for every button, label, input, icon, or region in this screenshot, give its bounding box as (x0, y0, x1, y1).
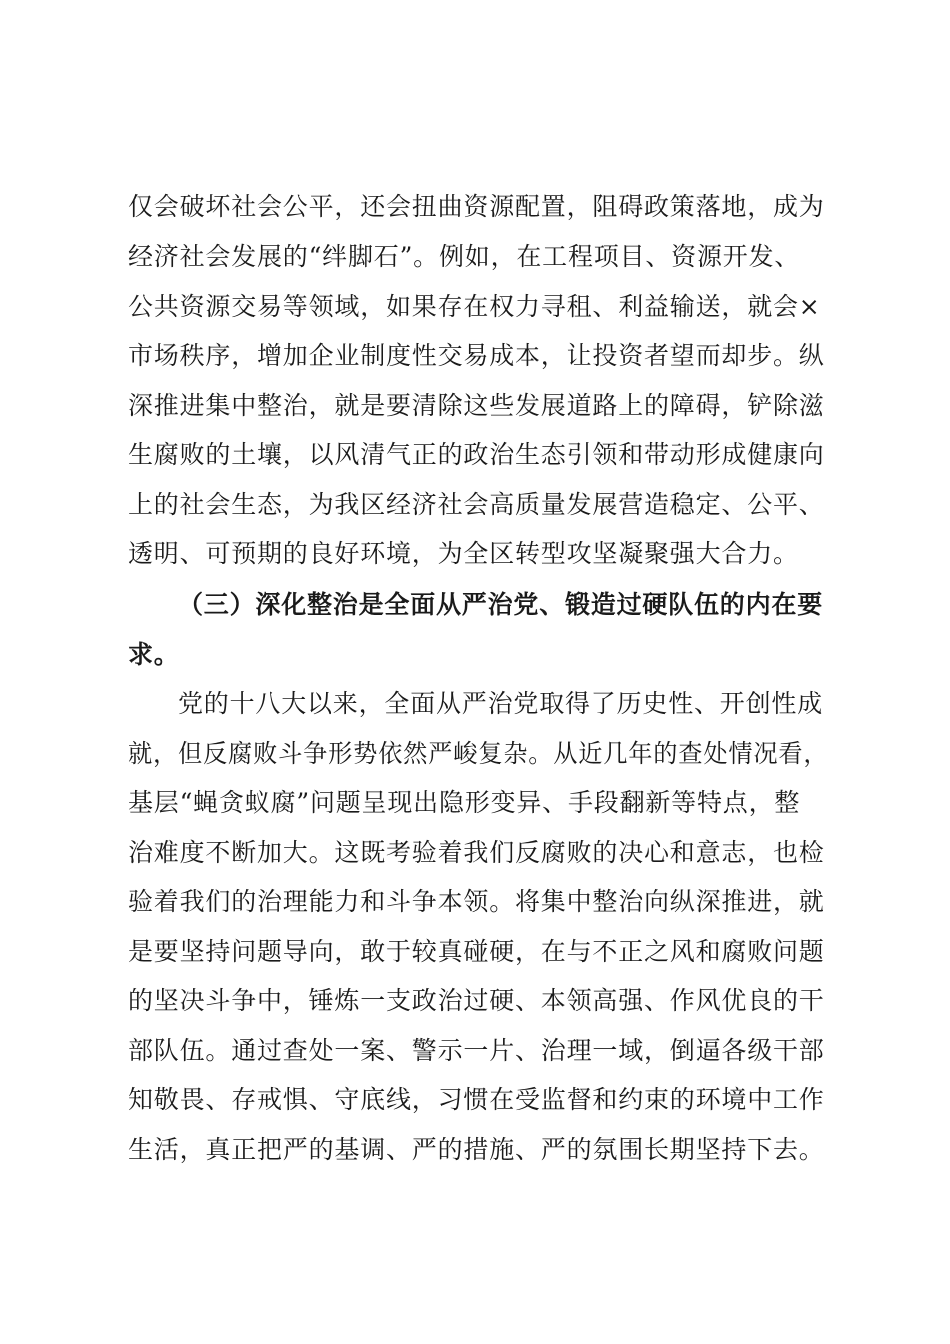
paragraph-line: 是要坚持问题导向，敢于较真碰硬，在与不正之风和腐败问题 (128, 937, 825, 966)
paragraph-line: 治难度不断加大。这既考验着我们反腐败的决心和意志，也检 (128, 838, 825, 867)
paragraph-line: 公共资源交易等领域，如果存在权力寻租、利益输送，就会× (128, 292, 821, 321)
paragraph-line: 党的十八大以来，全面从严治党取得了历史性、开创性成 (178, 689, 824, 718)
paragraph-line: 的坚决斗争中，锤炼一支政治过硬、本领高强、作风优良的干 (128, 986, 825, 1015)
paragraph-line: 生活，真正把严的基调、严的措施、严的氛围长期坚持下去。 (128, 1135, 825, 1164)
paragraph-line: 上的社会生态，为我区经济社会高质量发展营造稳定、公平、 (128, 490, 825, 519)
section-heading-continuation: 求。 (128, 640, 180, 669)
paragraph-line: 基层“蝇贪蚁腐”问题呈现出隐形变异、手段翻新等特点，整 (128, 788, 801, 817)
paragraph-line: 生腐败的土壤，以风清气正的政治生态引领和带动形成健康向 (128, 440, 825, 469)
section-heading: （三）深化整治是全面从严治党、锻造过硬队伍的内在要 (178, 590, 824, 619)
paragraph-line: 经济社会发展的“绊脚石”。例如，在工程项目、资源开发、 (128, 242, 801, 271)
paragraph-line: 就，但反腐败斗争形势依然严峻复杂。从近几年的查处情况看， (128, 739, 829, 768)
paragraph-line: 验着我们的治理能力和斗争本领。将集中整治向纵深推进，就 (128, 887, 825, 916)
paragraph-line: 仅会破坏社会公平，还会扭曲资源配置，阻碍政策落地，成为 (128, 192, 825, 221)
paragraph-line: 透明、可预期的良好环境，为全区转型攻坚凝聚强大合力。 (128, 539, 799, 568)
paragraph-line: 知敬畏、存戒惧、守底线，习惯在受监督和约束的环境中工作 (128, 1085, 825, 1114)
paragraph-line: 部队伍。通过查处一案、警示一片、治理一域，倒逼各级干部 (128, 1036, 825, 1065)
paragraph-line: 市场秩序，增加企业制度性交易成本，让投资者望而却步。纵 (128, 341, 825, 370)
paragraph-line: 深推进集中整治，就是要清除这些发展道路上的障碍，铲除滋 (128, 391, 825, 420)
